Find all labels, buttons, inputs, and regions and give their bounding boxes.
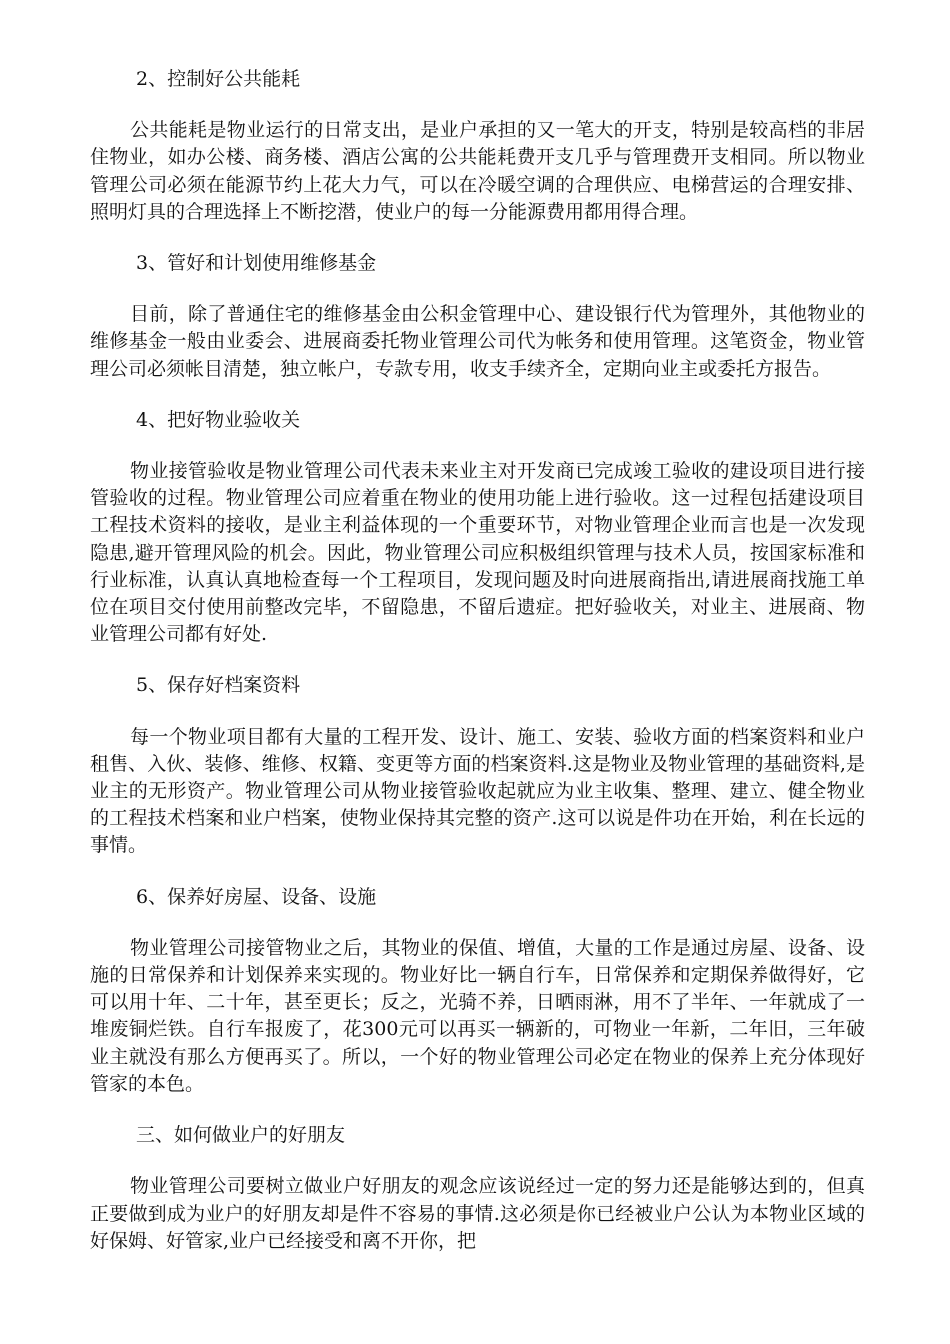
section-paragraph-5: 每一个物业项目都有大量的工程开发、设计、施工、安装、验收方面的档案资料和业户租售、入伙、装修、维修、权籍、变更等方面的档案资料.这是物业及物业管理的基础资料,是业主的无形资产。物业管理公司从物业接管验收起就应为业主收集、整理、建立、健全物业的工程技术档案和业户档案，使物业保持其完整的资产.这可以说是件功在开始，利在长远的事情。 [90, 725, 865, 857]
section-paragraph-3: 目前，除了普通住宅的维修基金由公积金管理中心、建设银行代为管理外，其他物业的维修基金一般由业委会、进展商委托物业管理公司代为帐务和使用管理。这笔资金，物业管理公司必须帐目清楚，独立帐户，专款专用，收支手续齐全，定期向业主或委托方报告。 [90, 303, 865, 380]
section-heading-three: 三、如何做业户的好朋友 [136, 1124, 346, 1147]
section-heading-3: 3、管好和计划使用维修基金 [136, 252, 377, 275]
section-paragraph-three: 物业管理公司要树立做业户好朋友的观念应该说经过一定的努力还是能够达到的，但真正要做到成为业户的好朋友却是件不容易的事情.这必须是你已经被业户公认为本物业区域的好保姆、好管家,业户已经接受和离不开你，把 [90, 1175, 865, 1252]
section-paragraph-4: 物业接管验收是物业管理公司代表未来业主对开发商已完成竣工验收的建设项目进行接管验收的过程。物业管理公司应着重在物业的使用功能上进行验收。这一过程包括建设项目工程技术资料的接收，是业主利益体现的一个重要环节，对物业管理企业而言也是一次发现隐患,避开管理风险的机会。因此，物业管理公司应积极组织管理与技术人员，按国家标准和行业标准，认真认真地检查每一个工程项目，发现问题及时向进展商指出,请进展商找施工单位在项目交付使用前整改完毕，不留隐患，不留后遗症。把好验收关，对业主、进展商、物业管理公司都有好处. [90, 460, 865, 646]
document-page [90, 66, 865, 1255]
section-heading-5: 5、保存好档案资料 [136, 674, 301, 697]
section-heading-6: 6、保养好房屋、设备、设施 [136, 885, 377, 908]
section-heading-4: 4、把好物业验收关 [136, 408, 301, 431]
section-paragraph-6: 物业管理公司接管物业之后，其物业的保值、增值，大量的工作是通过房屋、设备、设施的日常保养和计划保养来实现的。物业好比一辆自行车，日常保养和定期保养做得好，它可以用十年、二十年，甚至更长；反之，光骑不养，日晒雨淋，用不了半年、一年就成了一堆废铜烂铁。自行车报废了，花300元可以再买一辆新的，可物业一年新，二年旧，三年破业主就没有那么方便再买了。所以，一个好的物业管理公司必定在物业的保养上充分体现好管家的本色。 [90, 936, 865, 1095]
section-heading-2: 2、控制好公共能耗 [136, 68, 301, 90]
section-paragraph-2: 公共能耗是物业运行的日常支出，是业户承担的又一笔大的开支，特别是较高档的非居住物业，如办公楼、商务楼、酒店公寓的公共能耗费开支几乎与管理费开支相同。所以物业管理公司必须在能源节约上花大力气，可以在冷暖空调的合理供应、电梯营运的合理安排、照明灯具的合理选择上不断挖潜，使业户的每一分能源费用都用得合理。 [90, 119, 865, 223]
